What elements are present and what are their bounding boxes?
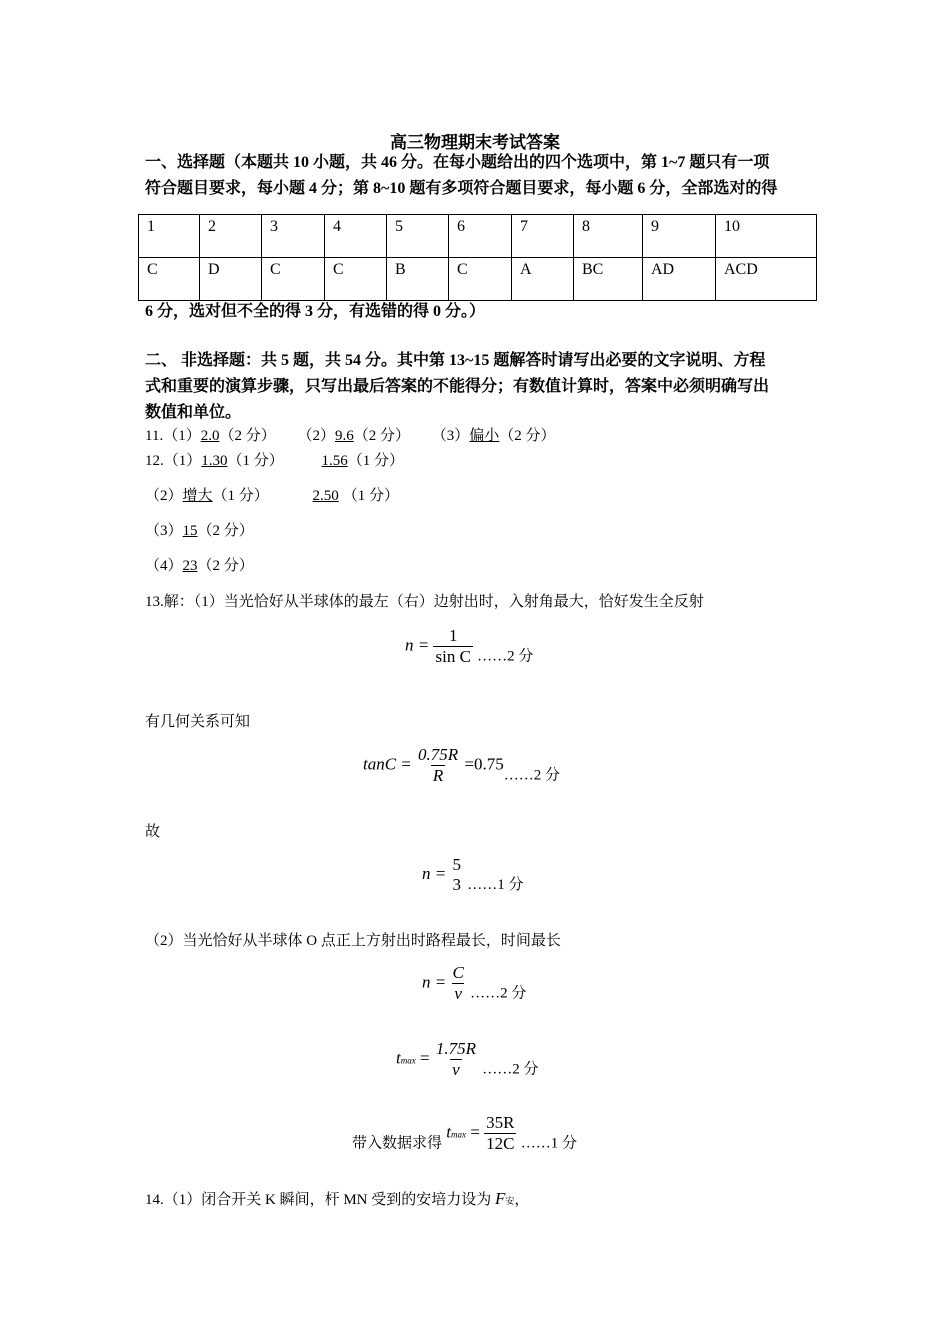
equation-fraction [484,1113,516,1154]
equation-lhs: t [396,1048,401,1068]
q13-text-2: 故 [145,824,161,840]
fraction-numerator: 1 [448,626,458,645]
section1-intro-line1: 一、选择题（本题共 10 小题，共 46 分。在每小题给出的四个选项中，第 1~7 题只有一项 [145,154,770,171]
fraction-numerator: 1.75R [435,1039,476,1058]
table-cell: AD [643,258,716,301]
fraction-denominator: v [454,984,462,1003]
table-cell: 3 [262,215,325,258]
equation-subscript: max [451,1129,466,1140]
q13-equation-1 [405,626,533,667]
q13-part-2: （2）当光恰好从半球体 O 点正上方射出时路程最长，时间最长 [145,933,561,949]
answer-table-answer-row [139,258,817,301]
equation-fraction [450,855,463,895]
page-title: 高三物理期末考试答案 [390,133,560,152]
table-cell: B [387,258,449,301]
table-cell: 8 [574,215,643,258]
q12-score: （1 分） [347,453,405,469]
q12-line-2 [145,486,399,506]
q11-score-3: （2 分） [499,428,556,444]
q13-intro: 13.解：（1）当光恰好从半球体的最左（右）边射出时，入射角最大，恰好发生全反射 [145,594,704,610]
equation-score: ……1 分 [520,1135,577,1152]
equation-prefix: 带入数据求得 [352,1135,443,1152]
equation-lhs: n = [422,972,447,992]
q12-line-3 [145,521,254,541]
q12-score: （1 分） [212,488,269,504]
q11-part-3: （3） [431,428,470,444]
q11-answer-1: 2.0 [200,428,220,444]
section2-intro-line3: 数值和单位。 [145,404,242,421]
q11-prefix: 11.（1） [145,428,201,444]
equation-sign: = [470,1122,480,1142]
answer-table [138,214,817,301]
table-cell: D [200,258,262,301]
q13-equation-6 [352,1113,577,1154]
section1-intro [145,150,815,202]
q11-score-2: （2 分） [353,428,410,444]
q14-force-symbol: F [495,1189,506,1208]
section2-intro [145,348,815,426]
q12-part: （4） [145,558,183,574]
equation-lhs: t [446,1122,451,1142]
q12-score: （1 分） [227,453,284,469]
q11-score-1: （2 分） [219,428,276,444]
q12-score: （2 分） [197,523,254,539]
q12-answer: 1.30 [201,453,228,469]
fraction-denominator: 3 [452,875,461,894]
q14-force-subscript: 安 [505,1196,515,1206]
fraction-numerator: 0.75R [418,745,459,764]
equation-subscript: max [400,1055,416,1066]
q11-answer-line [145,426,556,446]
q12-answer: 1.56 [321,453,348,469]
q12-part: （2） [145,488,183,504]
equation-score: ……2 分 [503,767,561,784]
q12-line-1 [145,451,404,471]
equation-score: ……2 分 [470,985,527,1002]
table-cell: 6 [449,215,512,258]
q14-tail: ， [514,1192,530,1208]
q13-equation-5 [396,1039,538,1080]
equation-rhs: =0.75 [464,754,504,774]
section1-intro-line2: 符合题目要求，每小题 4 分；第 8~10 题有多项符合题目要求，每小题 6 分，全部选对的得 [145,180,778,197]
q11-answer-2: 9.6 [334,428,354,444]
equation-score: ……2 分 [477,648,534,665]
table-cell: 7 [512,215,574,258]
q13-text-1: 有几何关系可知 [145,714,251,730]
table-cell: A [512,258,574,301]
q12-answer: 23 [182,558,198,574]
table-cell: 1 [139,215,200,258]
table-cell: 10 [716,215,817,258]
q12-answer: 15 [182,523,198,539]
table-cell: BC [574,258,643,301]
q14-text: 14.（1）闭合开关 K 瞬间，杆 MN 受到的安培力设为 [145,1192,492,1208]
table-cell: C [139,258,200,301]
fraction-numerator: C [452,963,464,982]
equation-sign: = [419,1048,430,1068]
table-cell: 9 [643,215,716,258]
q14-intro [145,1189,529,1211]
section1-intro-line3: 6 分，选对但不全的得 3 分，有选错的得 0 分。） [145,303,486,320]
q12-score: （1 分） [342,488,400,504]
q12-prefix: 12.（1） [145,453,202,469]
equation-fraction [450,963,465,1004]
answer-table-number-row [139,215,817,258]
equation-fraction [434,1039,478,1080]
fraction-denominator: 12C [486,1134,515,1153]
table-cell: 2 [200,215,262,258]
q12-score: （2 分） [197,558,254,574]
section2-intro-line2: 式和重要的演算步骤，只写出最后答案的不能得分；有数值计算时，答案中必须明确写出 [145,378,770,395]
q13-equation-2 [363,745,560,786]
fraction-denominator: sin C [435,647,471,666]
fraction-denominator: R [432,766,444,785]
fraction-denominator: v [452,1060,460,1079]
equation-fraction [433,626,472,667]
equation-lhs: n = [405,635,430,655]
fraction-numerator: 35R [486,1113,515,1132]
q11-part-2: （2） [297,428,335,444]
equation-score: ……1 分 [467,876,524,893]
q13-equation-3 [422,855,524,895]
equation-lhs: tanC = [363,754,412,774]
q12-part: （3） [145,523,183,539]
table-cell: ACD [716,258,817,301]
table-cell: 4 [325,215,387,258]
equation-score: ……2 分 [482,1061,539,1078]
q13-equation-4 [422,963,526,1004]
q12-answer: 2.50 [312,488,339,504]
section2-intro-line1: 二、 非选择题：共 5 题，共 54 分。其中第 13~15 题解答时请写出必要的文字说明、方程 [145,352,766,369]
q11-answer-3: 偏小 [469,428,500,444]
table-cell: C [325,258,387,301]
equation-lhs: n = [422,863,447,883]
fraction-numerator: 5 [452,855,461,874]
table-cell: C [449,258,512,301]
table-cell: C [262,258,325,301]
table-cell: 5 [387,215,449,258]
equation-fraction [416,745,460,786]
q12-line-4 [145,556,254,576]
q12-answer: 增大 [182,488,213,504]
